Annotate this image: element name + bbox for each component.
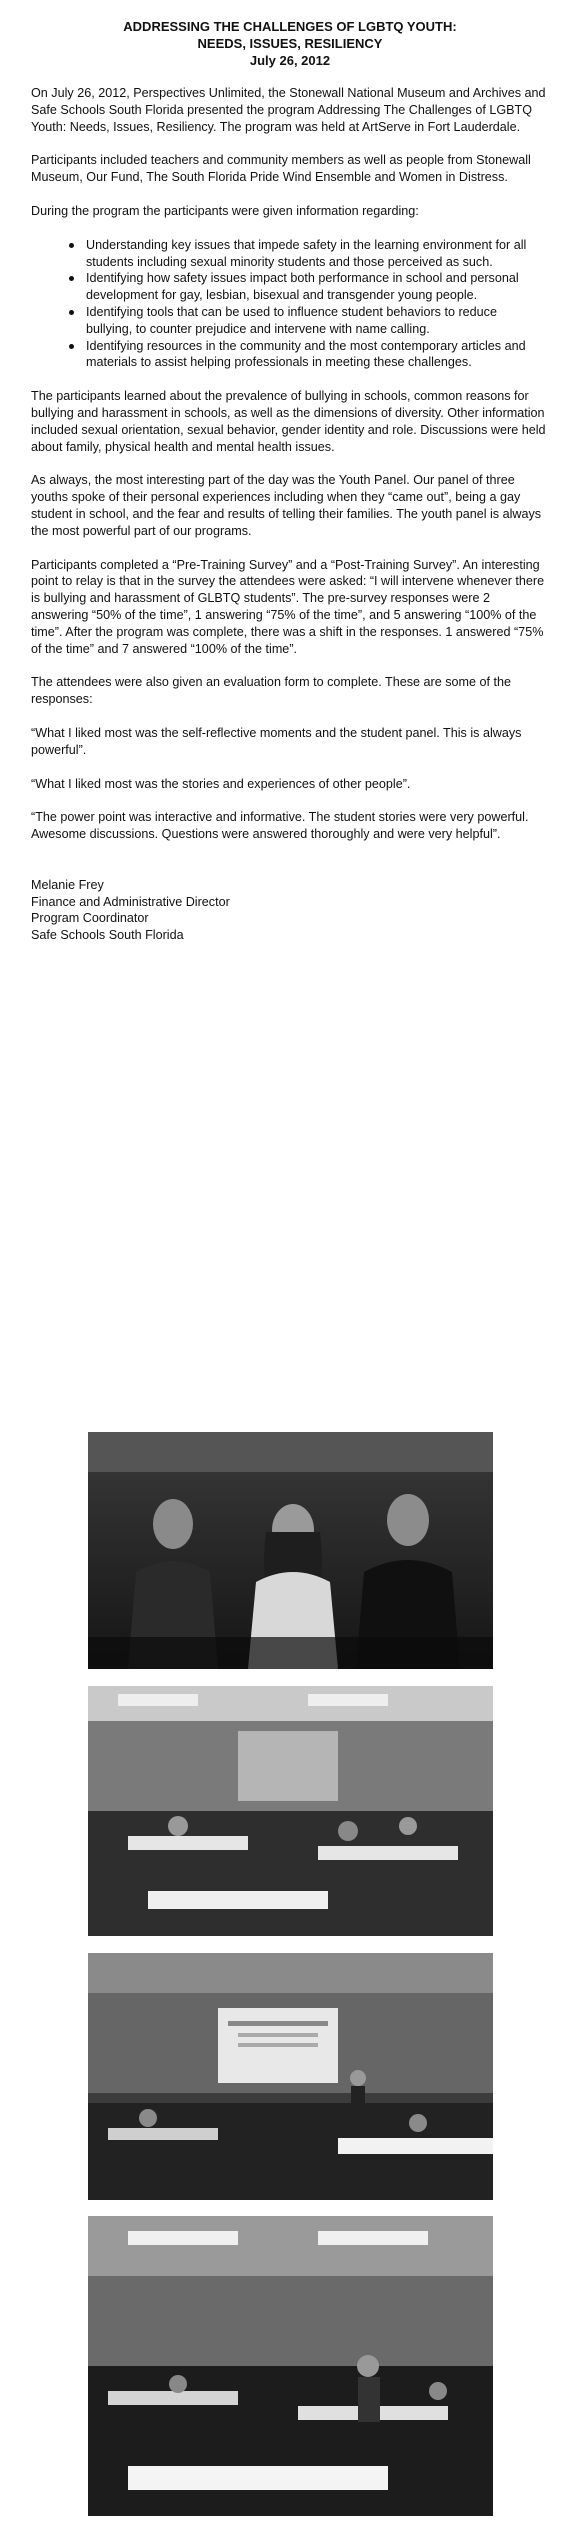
signature-title: Finance and Administrative Director [31, 894, 230, 909]
quote-3: “The power point was interactive and informative. The student stories were very powerful. Awesome discussions. Questions were answered thoroughly and were very helpful”. [31, 810, 529, 842]
document-header [31, 18, 549, 69]
youth-panel-paragraph: As always, the most interesting part of the day was the Youth Panel. Our panel of three youths spoke of their personal experiences including when they “came out”, being a gay student in school, and the fear and results of telling their families. The youth panel is always the most powerful part of our programs. [31, 473, 542, 538]
topics-list [31, 237, 549, 371]
classroom-photo-2 [88, 1953, 493, 2200]
intro-paragraph: On July 26, 2012, Perspectives Unlimited, the Stonewall National Museum and Archives and Safe Schools South Florida presented the program Addressing The Challenges of LGBTQ Youth: Needs, Issues, Resiliency. The program was held at ArtServe in Fort Lauderdale. [31, 86, 546, 134]
during-paragraph: During the program the participants were given information regarding: [31, 203, 419, 218]
list-item: Identifying tools that can be used to influence student behaviors to reduce bullying, to counter prejudice and intervene with name calling. [86, 304, 549, 338]
classroom-photo-3 [88, 2216, 493, 2516]
evaluation-paragraph: The attendees were also given an evaluation form to complete. These are some of the responses: [31, 675, 512, 707]
youth-panel-photo [88, 1432, 493, 1669]
quote-1: “What I liked most was the self-reflective moments and the student panel. This is always powerful”. [31, 725, 522, 757]
learned-paragraph: The participants learned about the prevalence of bullying in schools, common reasons for bullying and harassment in schools, as well as the dimensions of diversity. Other information included sexual orientation, sexual behavior, gender identity and role. Discussions were held about family, physical health and mental health issues. [31, 389, 546, 454]
signature-block [31, 877, 549, 944]
signature-organization: Safe Schools South Florida [31, 928, 184, 943]
list-item: Understanding key issues that impede safety in the learning environment for all students including sexual minority students and those perceived as such. [86, 237, 549, 271]
survey-paragraph: Participants completed a “Pre-Training Survey” and a “Post-Training Survey”. An interesting point to relay is that in the survey the attendees were asked: “I will intervene whenever there is bullying and harassment of GLBTQ students”. The pre-survey responses were 2 answering “50% of the time”, 1 answering “75% of the time”, and 5 answering “100% of the time”. After the program was complete, there was a shift in the responses. 1 answered “75% of the time” and 7 answered “100% of the time”. [31, 557, 545, 656]
header-subtitle: NEEDS, ISSUES, RESILIENCY [197, 36, 383, 51]
list-item: Identifying resources in the community and the most contemporary articles and materials to assist helping professionals in meeting these challenges. [86, 338, 549, 372]
signature-role: Program Coordinator [31, 911, 149, 926]
classroom-photo-1 [88, 1686, 493, 1936]
quote-2: “What I liked most was the stories and experiences of other people”. [31, 776, 411, 791]
header-date: July 26, 2012 [249, 53, 331, 68]
signature-name: Melanie Frey [31, 877, 104, 892]
header-title: ADDRESSING THE CHALLENGES OF LGBTQ YOUTH: [123, 19, 457, 34]
participants-paragraph: Participants included teachers and community members as well as people from Stonewall Museum, Our Fund, The South Florida Pride Wind Ensemble and Women in Distress. [31, 153, 531, 185]
list-item: Identifying how safety issues impact both performance in school and personal development for gay, lesbian, bisexual and transgender young people. [86, 270, 549, 304]
